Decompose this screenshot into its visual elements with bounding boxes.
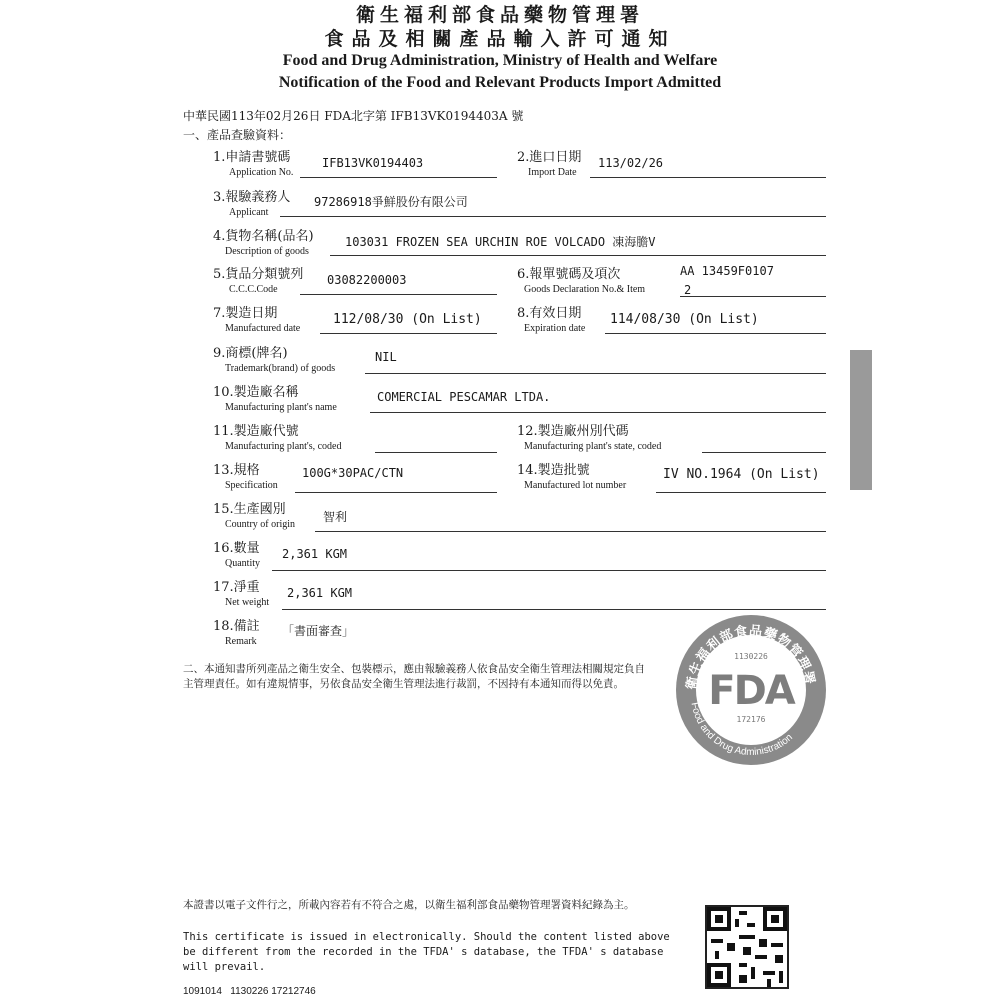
ccc-code-value: 03082200003	[327, 273, 407, 287]
plant-state-label: 12.製造廠州別代碼	[517, 424, 629, 439]
footer-code: 1091014 1130226 17212746	[183, 986, 316, 997]
underline	[315, 531, 826, 532]
underline	[272, 570, 826, 571]
footer-notice-en-2: be different from the recorded in the TFDA' s database, the TFDA' s database	[183, 946, 664, 958]
underline	[282, 609, 826, 610]
description-label-en: Description of goods	[225, 246, 309, 257]
applicant-label: 3.報驗義務人	[213, 190, 291, 205]
plant-state-label-en: Manufacturing plant's state, coded	[524, 441, 662, 452]
import-date-value: 113/02/26	[598, 156, 664, 170]
underline	[605, 333, 826, 334]
description-value: 103031 FROZEN SEA URCHIN ROE VOLCADO 凍海膽V	[345, 235, 656, 249]
country-value: 智利	[323, 510, 348, 524]
trademark-label-en: Trademark(brand) of goods	[225, 363, 336, 374]
qr-code	[705, 905, 789, 989]
underline	[702, 452, 826, 453]
goods-declaration-value: AA 13459F0107	[680, 264, 774, 278]
goods-declaration-label-en: Goods Declaration No.& Item	[524, 284, 646, 295]
applicant-label-en: Applicant	[229, 207, 269, 218]
expiration-date-label: 8.有效日期	[517, 306, 582, 321]
underline	[280, 216, 826, 217]
trademark-value: NIL	[375, 350, 397, 364]
net-weight-label-en: Net weight	[225, 597, 270, 608]
application-no-label: 1.申請書號碼	[213, 150, 291, 165]
net-weight-label: 17.淨重	[213, 580, 260, 595]
application-no-label-en: Application No.	[229, 167, 294, 178]
underline	[590, 177, 826, 178]
underline	[300, 177, 497, 178]
underline	[300, 294, 497, 295]
country-label: 15.生產國別	[213, 502, 286, 517]
footer-notice-en-3: will prevail.	[183, 961, 266, 973]
expiration-date-label-en: Expiration date	[524, 323, 586, 334]
application-no-value: IFB13VK0194403	[322, 156, 424, 170]
net-weight-value: 2,361 KGM	[287, 586, 353, 600]
underline	[295, 492, 497, 493]
specification-label: 13.規格	[213, 463, 260, 478]
ccc-code-label-en: C.C.C.Code	[229, 284, 278, 295]
plant-name-label: 10.製造廠名稱	[213, 385, 299, 400]
goods-declaration-label: 6.報單號碼及項次	[517, 267, 621, 282]
remark-value: 「書面審查」	[282, 624, 355, 638]
section2-notice: 二、本通知書所列產品之衛生安全、包裝標示，應由報驗義務人依食品安全衛生管理法相關規定負自主管理責任。如有違規情事，另依食品安全衛生管理法進行裁罰，不因持有本通知而得以免責。	[183, 663, 645, 690]
lot-number-value: IV NO.1964 (On List)	[663, 467, 820, 482]
specification-value: 100G*30PAC/CTN	[302, 466, 404, 480]
plant-name-value: COMERCIAL PESCAMAR LTDA.	[377, 390, 551, 404]
underline	[656, 492, 826, 493]
underline	[680, 296, 826, 297]
seal-number-top: 1130226	[734, 652, 768, 661]
remark-label: 18.備註	[213, 619, 260, 634]
document-number-line: 中華民國113年02月26日 FDA北字第 IFB13VK0194403A 號	[183, 109, 524, 123]
footer-notice-en-1: This certificate is issued in electronically. Should the content listed above	[183, 931, 670, 943]
seal-top-text: 衛生福利部食品藥物管理署	[684, 623, 818, 691]
expiration-date-value: 114/08/30 (On List)	[610, 312, 759, 327]
qr-code-pattern	[707, 907, 787, 987]
seal-number-bottom: 172176	[736, 715, 766, 724]
notice-title-zh: 食品及相關產品輸入許可通知	[324, 28, 676, 50]
underline	[330, 255, 826, 256]
plant-code-label-en: Manufacturing plant's, coded	[225, 441, 342, 452]
fda-logo: FDA	[708, 668, 794, 714]
manufactured-date-label: 7.製造日期	[213, 306, 278, 321]
footer-notice-zh: 本證書以電子文件行之，所載內容若有不符合之處，以衛生福利部食品藥物管理署資料紀錄為主。	[183, 899, 635, 911]
ccc-code-label: 5.貨品分類號列	[213, 267, 304, 282]
seal-bottom-text: Food and Drug Administration	[688, 701, 795, 759]
country-label-en: Country of origin	[225, 519, 295, 530]
applicant-value: 97286918爭鮮股份有限公司	[314, 195, 468, 209]
quantity-value: 2,361 KGM	[282, 547, 348, 561]
section1-title: 一、產品查驗資料：	[183, 128, 292, 142]
lot-number-label-en: Manufactured lot number	[524, 480, 627, 491]
goods-declaration-item: 2	[684, 283, 692, 297]
description-label: 4.貨物名稱(品名)	[213, 229, 314, 244]
specification-label-en: Specification	[225, 480, 278, 491]
notice-title-en: Notification of the Food and Relevant Products Import Admitted	[278, 74, 722, 91]
import-date-label-en: Import Date	[528, 167, 577, 178]
lot-number-label: 14.製造批號	[517, 463, 590, 478]
remark-label-en: Remark	[225, 636, 257, 647]
underline	[375, 452, 497, 453]
agency-title-zh: 衛生福利部食品藥物管理署	[355, 4, 644, 26]
manufactured-date-label-en: Manufactured date	[225, 323, 301, 334]
underline	[320, 333, 497, 334]
underline	[365, 373, 826, 374]
plant-code-label: 11.製造廠代號	[213, 424, 299, 439]
quantity-label: 16.數量	[213, 541, 260, 556]
agency-title-en: Food and Drug Administration, Ministry of Health and Welfare	[282, 52, 718, 69]
quantity-label-en: Quantity	[225, 558, 260, 569]
trademark-label: 9.商標(牌名)	[213, 346, 288, 361]
manufactured-date-value: 112/08/30 (On List)	[333, 312, 482, 327]
underline	[370, 412, 826, 413]
import-date-label: 2.進口日期	[517, 150, 582, 165]
side-stamp-mark	[850, 350, 872, 490]
plant-name-label-en: Manufacturing plant's name	[225, 402, 337, 413]
